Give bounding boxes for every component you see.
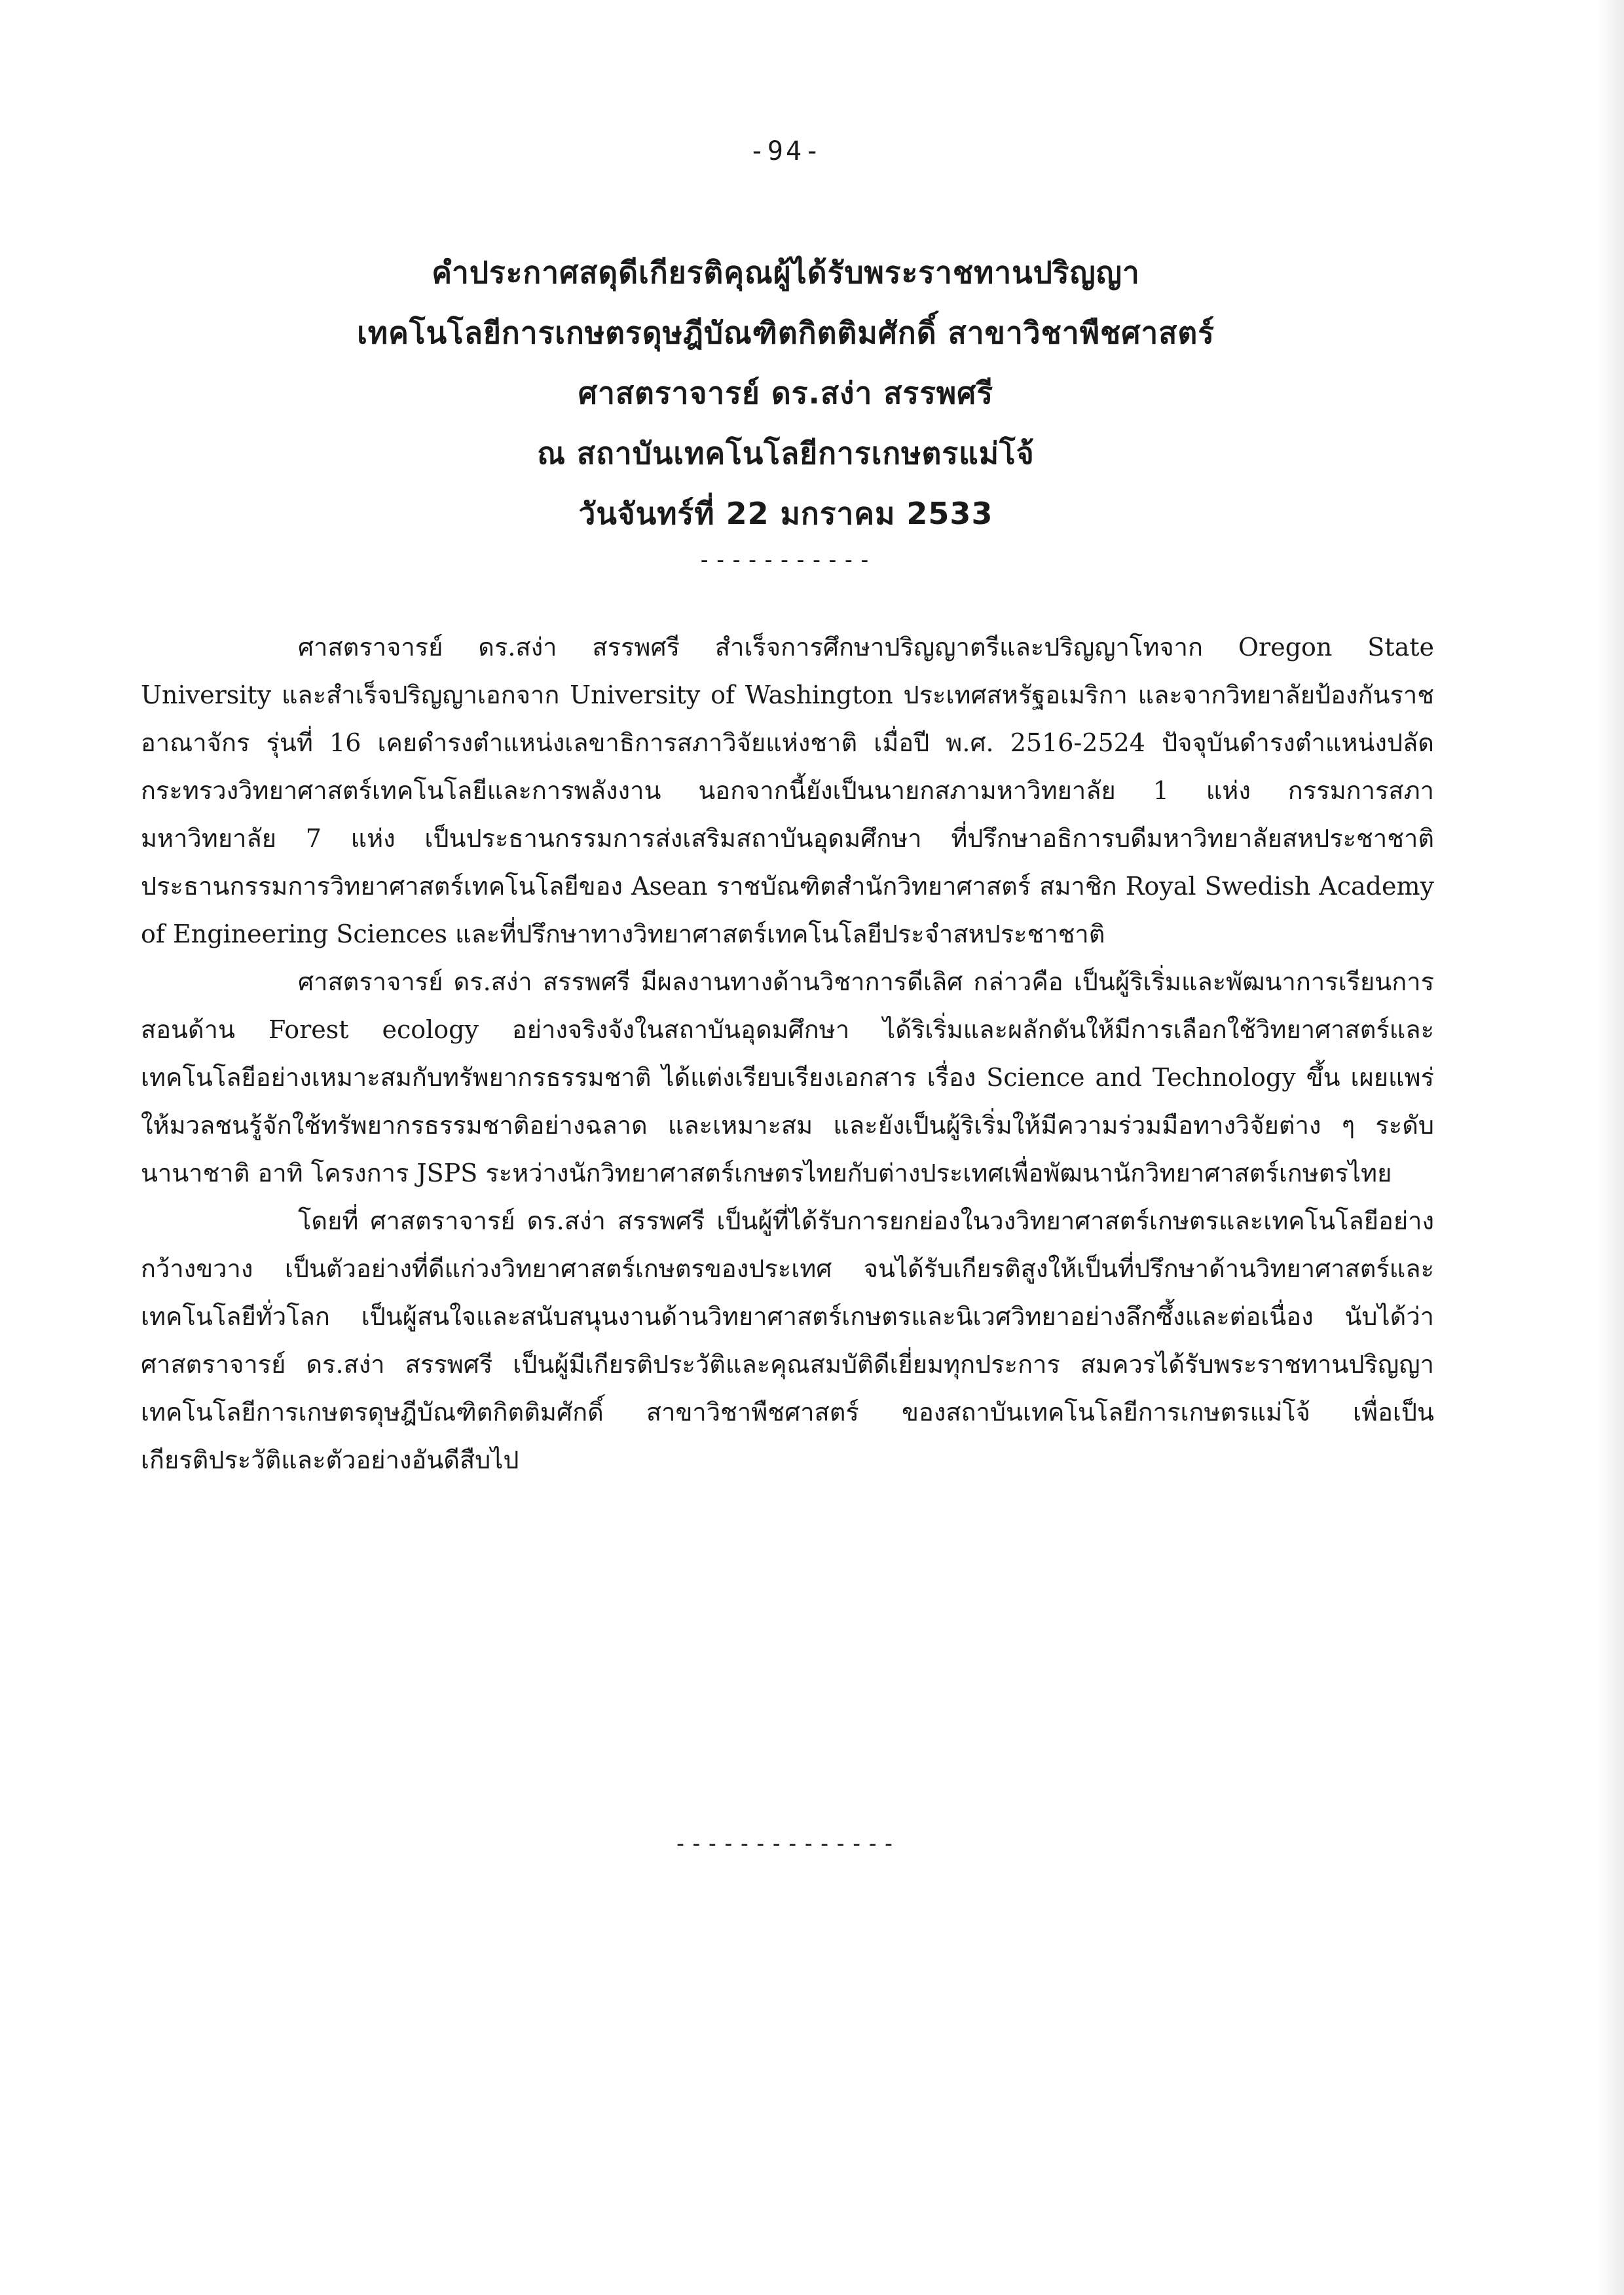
closing-divider: -------------- xyxy=(673,1831,898,1857)
title-line-3: ศาสตราจารย์ ดร.สง่า สรรพศรี xyxy=(578,375,994,411)
page-edge-shadow xyxy=(1598,0,1624,2295)
paragraph-2: ศาสตราจารย์ ดร.สง่า สรรพศรี มีผลงานทางด้านวิชาการดีเลิศ กล่าวคือ เป็นผู้ริเริ่มและพัฒนาการเรียนการสอนด้าน Forest ecology อย่างจริงจังในสถาบันอุดมศึกษา ได้ริเริ่มและผลักดันให้มีการเลือกใช้วิทยาศาสตร์และเทคโนโลยีอย่างเหมาะสมกับทรัพยากรธรรมชาติ ได้แต่งเรียบเรียงเอกสาร เรื่อง Science and Technology ขึ้น เผยแพร่ให้มวลชนรู้จักใช้ทรัพยากรธรรมชาติอย่างฉลาด และเหมาะสม และยังเป็นผู้ริเริ่มให้มีความร่วมมือทางวิจัยต่าง ๆ ระดับนานาชาติ อาทิ โครงการ JSPS ระหว่างนักวิทยาศาสตร์เกษตรไทยกับต่างประเทศเพื่อพัฒนานักวิทยาศาสตร์เกษตรไทย xyxy=(141,967,1434,1187)
paragraph-3: โดยที่ ศาสตราจารย์ ดร.สง่า สรรพศรี เป็นผู้ที่ได้รับการยกย่องในวงวิทยาศาสตร์เกษตรและเทคโนโลยีอย่างกว้างขวาง เป็นตัวอย่างที่ดีแก่วงวิทยาศาสตร์เกษตรของประเทศ จนได้รับเกียรติสูงให้เป็นที่ปรึกษาด้านวิทยาศาสตร์และเทคโนโลยีทั่วโลก เป็นผู้สนใจและสนับสนุนงานด้านวิทยาศาสตร์เกษตรและนิเวศวิทยาอย่างลึกซึ้งและต่อเนื่อง นับได้ว่า ศาสตราจารย์ ดร.สง่า สรรพศรี เป็นผู้มีเกียรติประวัติและคุณสมบัติดีเยี่ยมทุกประการ สมควรได้รับพระราชทานปริญญาเทคโนโลยีการเกษตรดุษฎีบัณฑิตกิตติมศักดิ์ สาขาวิชาพืชศาสตร์ ของสถาบันเทคโนโลยีการเกษตรแม่โจ้ เพื่อเป็นเกียรติประวัติและตัวอย่างอันดีสืบไป xyxy=(141,1206,1434,1474)
paragraph-1: ศาสตราจารย์ ดร.สง่า สรรพศรี สำเร็จการศึกษาปริญญาตรีและปริญญาโทจาก Oregon State University และสำเร็จปริญญาเอกจาก University of Washington ประเทศสหรัฐอเมริกา และจากวิทยาลัยป้องกันราชอาณาจักร รุ่นที่ 16 เคยดำรงตำแหน่งเลขาธิการสภาวิจัยแห่งชาติ เมื่อปี พ.ศ. 2516-2524 ปัจจุบันดำรงตำแหน่งปลัดกระทรวงวิทยาศาสตร์เทคโนโลยีและการพลังงาน นอกจากนี้ยังเป็นนายกสภามหาวิทยาลัย 1 แห่ง กรรมการสภามหาวิทยาลัย 7 แห่ง เป็นประธานกรรมการส่งเสริมสถาบันอุดมศึกษา ที่ปรึกษาอธิการบดีมหาวิทยาลัยสหประชาชาติ ประธานกรรมการวิทยาศาสตร์เทคโนโลยีของ Asean ราชบัณฑิตสำนักวิทยาศาสตร์ สมาชิก Royal Swedish Academy of Engineering Sciences และที่ปรึกษาทางวิทยาศาสตร์เทคโนโลยีประจำสหประชาชาติ xyxy=(141,633,1434,948)
body-text xyxy=(141,624,1434,1484)
title-line-2: เทคโนโลยีการเกษตรดุษฎีบัณฑิตกิตติมศักดิ์ สาขาวิชาพืชศาสตร์ xyxy=(357,315,1215,350)
title-block xyxy=(196,242,1375,576)
title-line-5: วันจันทร์ที่ 22 มกราคม 2533 xyxy=(578,496,993,531)
title-line-1: คำประกาศสดุดีเกียรติคุณผู้ได้รับพระราชทานปริญญา xyxy=(432,255,1140,290)
page-number: -94- xyxy=(748,136,823,166)
title-divider: ----------- xyxy=(697,547,874,573)
title-line-4: ณ สถาบันเทคโนโลยีการเกษตรแม่โจ้ xyxy=(537,436,1035,471)
